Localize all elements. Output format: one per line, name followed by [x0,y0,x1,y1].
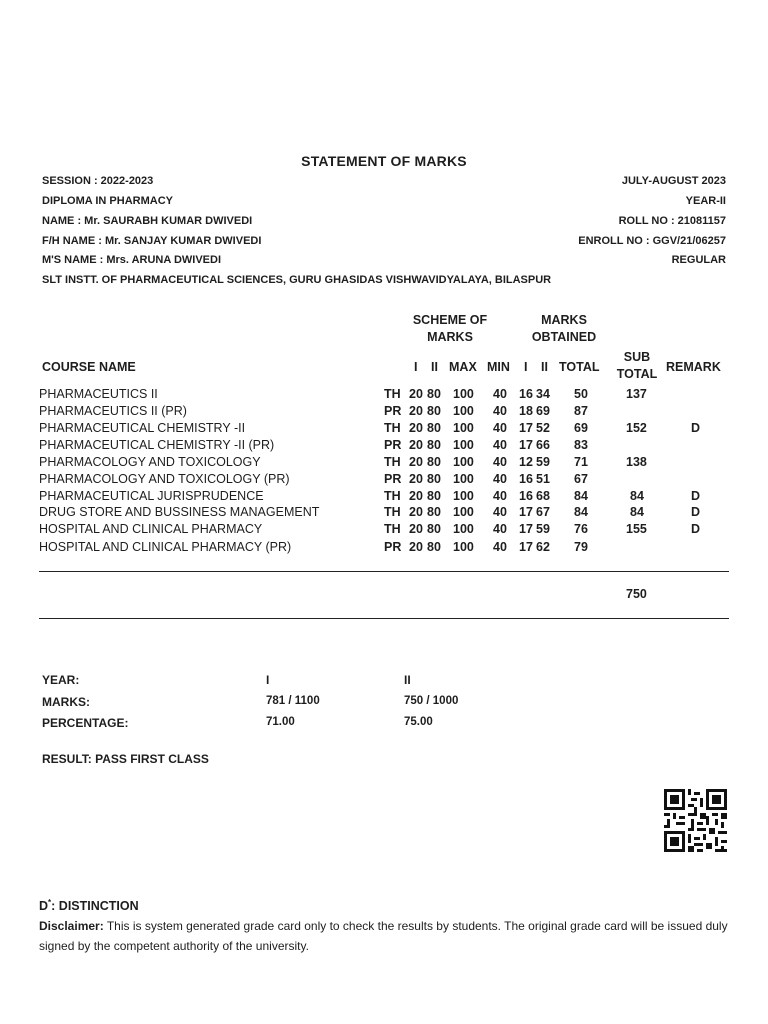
obtained-i: 16 [519,387,533,401]
min-marks: 40 [493,421,507,435]
summary-percentage-label: PERCENTAGE: [42,716,129,730]
roll-number: ROLL NO : 21081157 [618,215,726,227]
course-name: PHARMACEUTICAL JURISPRUDENCE [39,489,264,503]
program-text: DIPLOMA IN PHARMACY [42,195,173,207]
sub-total: 137 [626,387,647,401]
scheme-ii: 80 [427,421,441,435]
course-type: PR [384,472,402,486]
student-name: NAME : Mr. SAURABH KUMAR DWIVEDI [42,215,253,227]
max-marks: 100 [453,421,474,435]
scheme-i: 20 [409,387,423,401]
obtained-ii: 62 [536,540,550,554]
col-total-header: TOTAL [559,360,600,374]
course-total: 84 [574,505,588,519]
summary-marks-ii: 750 / 1000 [404,695,459,707]
remark: D [691,522,701,536]
course-name: PHARMACEUTICAL CHEMISTRY -II [39,421,246,435]
obtained-ii: 69 [536,404,550,418]
scheme-ii: 80 [427,387,441,401]
obtained-ii: 67 [536,505,550,519]
scheme-i: 20 [409,540,423,554]
summary-year-ii: II [404,673,411,687]
course-total: 87 [574,404,588,418]
grand-total: 750 [626,587,647,601]
min-marks: 40 [493,505,507,519]
obtained-i: 17 [519,522,533,536]
course-name-header: COURSE NAME [42,360,136,374]
scheme-i: 20 [409,404,423,418]
max-marks: 100 [453,438,474,452]
legend-letter: D [39,899,49,914]
obtained-ii: 51 [536,472,550,486]
course-total: 83 [574,438,588,452]
min-marks: 40 [493,522,507,536]
scheme-i: 20 [409,421,423,435]
obtained-ii: 34 [536,387,550,401]
max-marks: 100 [453,404,474,418]
obtained-i: 17 [519,505,533,519]
min-marks: 40 [493,472,507,486]
institute-name: SLT INSTT. OF PHARMACEUTICAL SCIENCES, GURU GHASIDAS VISHWAVIDYALAYA, BILASPUR [42,274,552,286]
status-text: REGULAR [671,254,726,266]
year-text: YEAR-II [685,195,726,207]
scheme-i: 20 [409,505,423,519]
max-marks: 100 [453,505,474,519]
scheme-ii: 80 [427,404,441,418]
table-rule-top [39,571,729,572]
col-i-header: I [414,360,418,374]
summary-marks-i: 781 / 1100 [266,695,320,707]
min-marks: 40 [493,540,507,554]
marks-obtained-header [514,312,614,346]
table-row [0,455,768,472]
obtained-i: 17 [519,438,533,452]
course-total: 84 [574,489,588,503]
col-max-header: MAX [449,360,477,374]
scheme-i: 20 [409,489,423,503]
obtained-i: 17 [519,540,533,554]
course-name: DRUG STORE AND BUSSINESS MANAGEMENT [39,505,320,519]
scheme-i: 20 [409,438,423,452]
table-row [0,404,768,421]
course-type: TH [384,505,401,519]
remark: D [691,505,701,519]
table-rule-bottom [39,618,729,619]
sub-total-header [607,349,667,383]
scheme-i: 20 [409,455,423,469]
obtained-i: 16 [519,472,533,486]
disclaimer-label: Disclaimer: [39,919,104,933]
col-obt-ii-header: II [541,360,548,374]
legend-star: * [48,898,52,907]
summary-pct-ii: 75.00 [404,716,433,728]
course-total: 67 [574,472,588,486]
sub-total-line-1: SUB [623,350,651,364]
scheme-of-marks-header [400,312,500,346]
course-name: PHARMACOLOGY AND TOXICOLOGY [39,455,261,469]
scheme-ii: 80 [427,540,441,554]
course-type: TH [384,387,401,401]
max-marks: 100 [453,472,474,486]
course-type: TH [384,455,401,469]
col-obt-i-header: I [524,360,528,374]
course-type: PR [384,540,402,554]
sub-total: 155 [626,522,647,536]
obtained-i: 12 [519,455,533,469]
sub-total: 84 [630,505,644,519]
mother-name: M'S NAME : Mrs. ARUNA DWIVEDI [42,254,222,266]
scheme-i: 20 [409,472,423,486]
min-marks: 40 [493,489,507,503]
session-text: SESSION : 2022-2023 [42,175,154,187]
table-row [0,505,768,522]
summary-year-label: YEAR: [42,673,80,687]
remark: D [691,489,701,503]
obtained-ii: 59 [536,522,550,536]
summary-marks-label: MARKS: [42,695,90,709]
remark: D [691,421,701,435]
course-type: TH [384,489,401,503]
max-marks: 100 [453,455,474,469]
page-title: STATEMENT OF MARKS [301,153,467,169]
table-row [0,540,768,557]
max-marks: 100 [453,489,474,503]
col-min-header: MIN [487,360,510,374]
course-type: PR [384,404,402,418]
qr-code-icon [664,789,727,852]
enroll-number: ENROLL NO : GGV/21/06257 [578,235,726,247]
scheme-ii: 80 [427,438,441,452]
course-name: PHARMACOLOGY AND TOXICOLOGY (PR) [39,472,290,486]
father-name: F/H NAME : Mr. SANJAY KUMAR DWIVEDI [42,235,262,247]
obtained-ii: 66 [536,438,550,452]
course-total: 76 [574,522,588,536]
scheme-i: 20 [409,522,423,536]
max-marks: 100 [453,387,474,401]
sub-total-line-2: TOTAL [616,367,658,381]
obtained-header-line-2: OBTAINED [531,330,597,344]
table-row [0,489,768,506]
scheme-ii: 80 [427,505,441,519]
sub-total: 84 [630,489,644,503]
result-text: RESULT: PASS FIRST CLASS [42,752,209,766]
exam-period-text: JULY-AUGUST 2023 [621,175,726,187]
table-row [0,438,768,455]
legend-text: : DISTINCTION [51,899,139,914]
course-name: PHARMACEUTICS II (PR) [39,404,187,418]
obtained-header-line-1: MARKS [541,313,587,327]
disclaimer [39,917,729,956]
max-marks: 100 [453,522,474,536]
table-row [0,421,768,438]
min-marks: 40 [493,404,507,418]
course-type: TH [384,421,401,435]
table-row [0,522,768,539]
scheme-header-line-2: MARKS [427,330,473,344]
obtained-i: 18 [519,404,533,418]
table-row [0,387,768,404]
scheme-ii: 80 [427,522,441,536]
obtained-ii: 68 [536,489,550,503]
min-marks: 40 [493,438,507,452]
obtained-ii: 59 [536,455,550,469]
scheme-ii: 80 [427,455,441,469]
obtained-i: 16 [519,489,533,503]
scheme-ii: 80 [427,472,441,486]
disclaimer-text: This is system generated grade card only to check the results by students. The original grade card will be issued duly signed by the competent authority of the university. [39,919,728,953]
distinction-legend [39,898,139,913]
course-name: PHARMACEUTICS II [39,387,158,401]
scheme-header-line-1: SCHEME OF [412,313,488,327]
sub-total: 152 [626,421,647,435]
course-total: 50 [574,387,588,401]
obtained-i: 17 [519,421,533,435]
course-type: TH [384,522,401,536]
table-row [0,472,768,489]
course-name: HOSPITAL AND CLINICAL PHARMACY (PR) [39,540,292,554]
course-name: HOSPITAL AND CLINICAL PHARMACY [39,522,263,536]
col-ii-header: II [431,360,438,374]
sub-total: 138 [626,455,647,469]
max-marks: 100 [453,540,474,554]
min-marks: 40 [493,455,507,469]
course-total: 71 [574,455,588,469]
course-total: 69 [574,421,588,435]
course-type: PR [384,438,402,452]
obtained-ii: 52 [536,421,550,435]
summary-year-i: I [266,673,270,687]
min-marks: 40 [493,387,507,401]
course-total: 79 [574,540,588,554]
course-name: PHARMACEUTICAL CHEMISTRY -II (PR) [39,438,275,452]
scheme-ii: 80 [427,489,441,503]
summary-pct-i: 71.00 [266,716,295,728]
col-remark-header: REMARK [666,360,721,374]
